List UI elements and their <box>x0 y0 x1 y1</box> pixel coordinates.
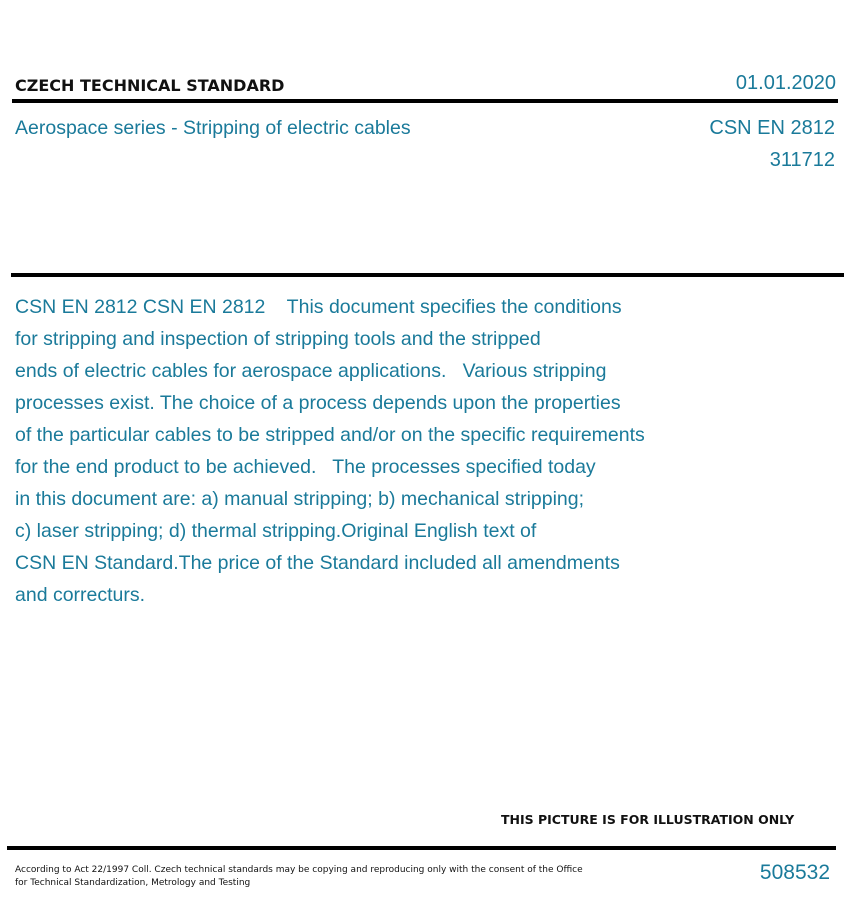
abstract-line: CSN EN Standard.The price of the Standard included all amendments <box>15 552 620 574</box>
document-id: 508532 <box>759 861 830 884</box>
abstract-line: for the end product to be achieved. The processes specified today <box>15 456 596 478</box>
bottom-divider <box>7 846 836 850</box>
standard-number: CSN EN 2812 <box>709 117 835 139</box>
publication-date: 01.01.2020 <box>735 72 836 94</box>
abstract-line: of the particular cables to be stripped and/or on the specific requirements <box>15 424 645 446</box>
top-divider <box>12 99 838 103</box>
illustration-disclaimer: THIS PICTURE IS FOR ILLUSTRATION ONLY <box>501 812 795 827</box>
classification-code: 311712 <box>769 149 835 171</box>
abstract-line: processes exist. The choice of a process depends upon the properties <box>15 392 621 414</box>
legal-notice <box>15 864 583 890</box>
abstract-line: CSN EN 2812 CSN EN 2812 This document specifies the conditions <box>15 296 622 318</box>
legal-notice-line: for Technical Standardization, Metrology and Testing <box>15 878 251 888</box>
abstract-line: for stripping and inspection of stripping tools and the stripped <box>15 328 541 350</box>
abstract-line: in this document are: a) manual stripping; b) mechanical stripping; <box>15 488 585 510</box>
abstract-text <box>15 291 735 611</box>
standard-type-heading: CZECH TECHNICAL STANDARD <box>15 76 285 95</box>
abstract-line: ends of electric cables for aerospace applications. Various stripping <box>15 360 607 382</box>
legal-notice-line: According to Act 22/1997 Coll. Czech technical standards may be copying and reproducing only with the consent of the Office <box>15 865 583 875</box>
document-title: Aerospace series - Stripping of electric cables <box>15 117 411 139</box>
middle-divider <box>11 273 844 277</box>
abstract-line: c) laser stripping; d) thermal stripping.Original English text of <box>15 520 537 542</box>
abstract-line: and correcturs. <box>15 584 146 606</box>
